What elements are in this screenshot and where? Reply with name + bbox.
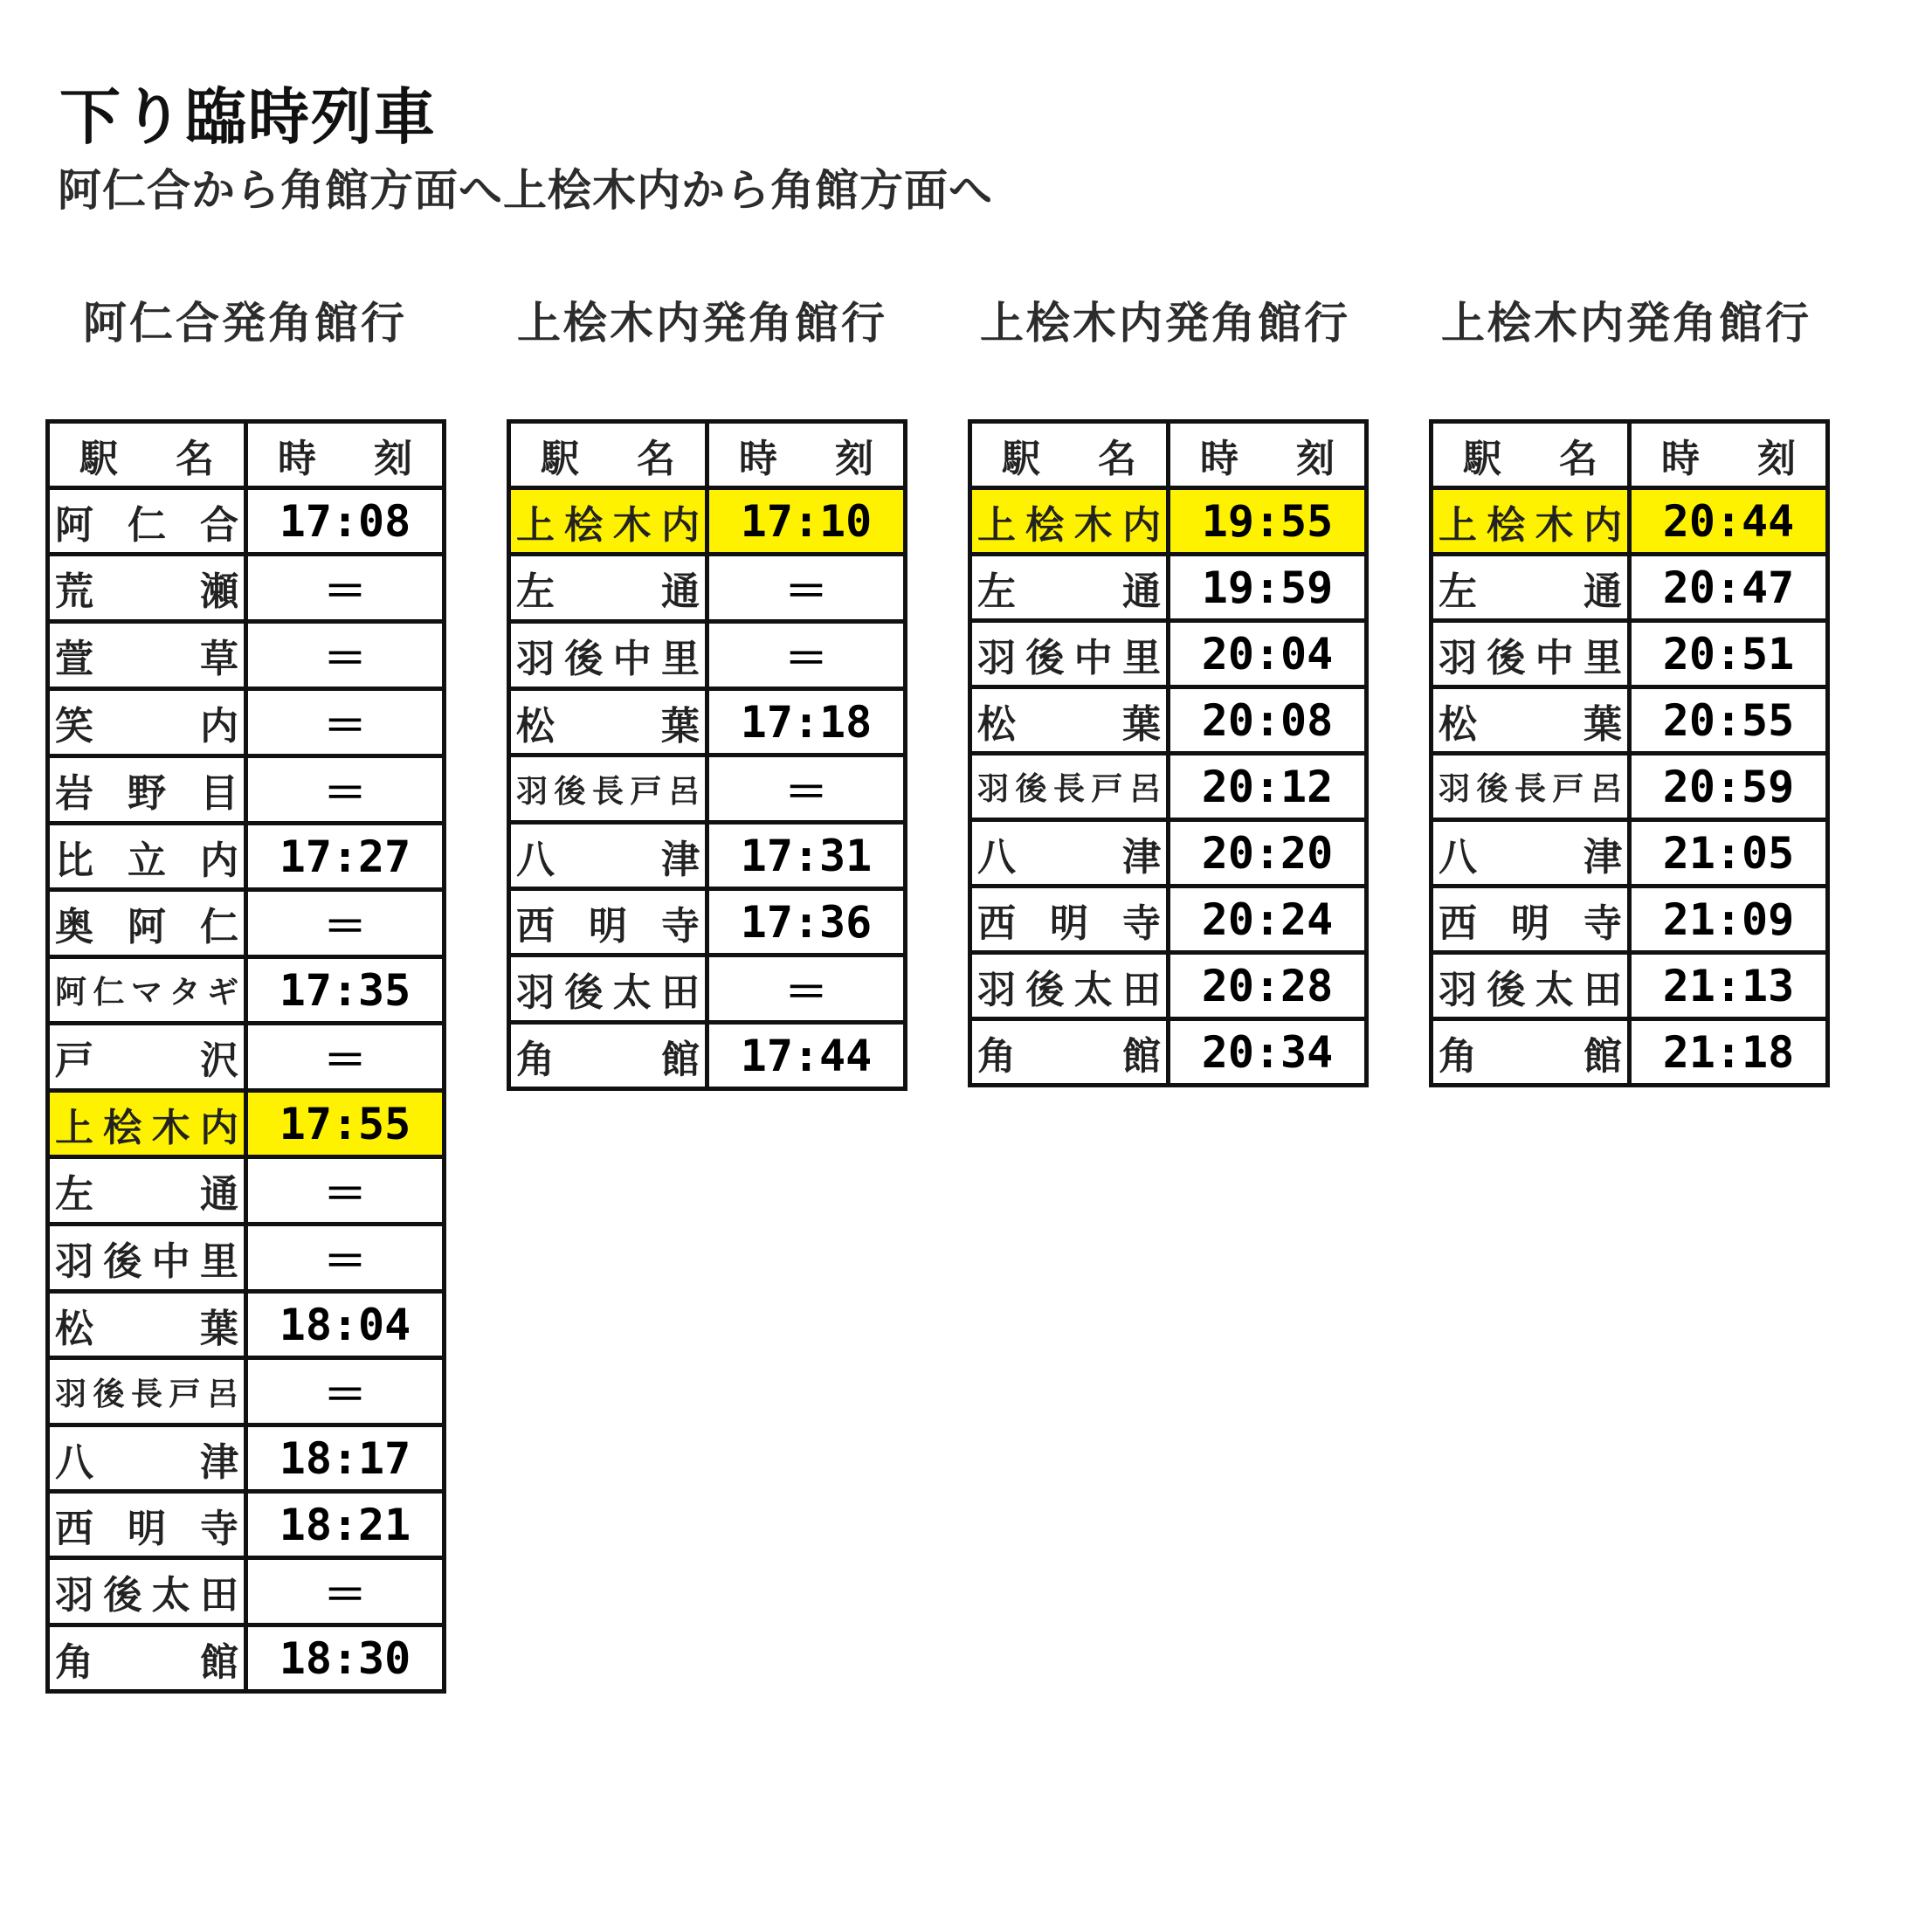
departure-time: ＝ (246, 555, 445, 622)
column-header-time: 時 刻 (1169, 422, 1367, 488)
station-name: 西明寺 (509, 889, 707, 956)
departure-time: ＝ (246, 1024, 445, 1091)
departure-time: ＝ (246, 1225, 445, 1292)
table-row (48, 1492, 445, 1558)
departure-time: 20:04 (1169, 621, 1367, 687)
station-name: 上桧木内 (509, 488, 707, 555)
page-subtitle: 阿仁合から角館方面へ上桧木内から角館方面へ (58, 165, 993, 216)
table-row (970, 887, 1367, 953)
table-row (970, 1019, 1367, 1086)
table-row-highlighted (509, 488, 906, 555)
station-name: 笑内 (48, 689, 246, 756)
station-name: 松葉 (970, 687, 1169, 754)
departure-time: 20:12 (1169, 754, 1367, 820)
timetable-header-row (48, 422, 445, 488)
timetable (1429, 419, 1830, 1087)
departure-time: 20:20 (1169, 820, 1367, 887)
column-header-station: 駅 名 (1432, 422, 1630, 488)
station-name: 左通 (970, 555, 1169, 621)
table-row (48, 1292, 445, 1358)
timetable-header-row (970, 422, 1367, 488)
station-name: 八津 (1432, 820, 1630, 887)
departure-time: 18:17 (246, 1425, 445, 1492)
station-name: 羽後中里 (970, 621, 1169, 687)
departure-time: 19:55 (1169, 488, 1367, 555)
station-name: 上桧木内 (1432, 488, 1630, 555)
table-row (1432, 687, 1828, 754)
timetable (968, 419, 1369, 1087)
departure-time: 17:55 (246, 1091, 445, 1157)
table-row (970, 820, 1367, 887)
departure-time: 21:09 (1630, 887, 1828, 953)
station-name: 戸沢 (48, 1024, 246, 1091)
departure-time: ＝ (246, 756, 445, 824)
station-name: 羽後太田 (1432, 953, 1630, 1019)
station-name: 羽後長戸呂 (509, 756, 707, 823)
station-name: 八津 (48, 1425, 246, 1492)
table-row (48, 689, 445, 756)
table-row (48, 1425, 445, 1492)
table-row (1432, 555, 1828, 621)
departure-time: 17:08 (246, 488, 445, 555)
station-name: 上桧木内 (970, 488, 1169, 555)
departure-time: 20:47 (1630, 555, 1828, 621)
departure-time: 17:44 (707, 1023, 906, 1089)
station-name: 左通 (48, 1157, 246, 1225)
column-header-station: 駅 名 (970, 422, 1169, 488)
departure-time: ＝ (246, 622, 445, 689)
station-name: 羽後太田 (48, 1558, 246, 1625)
table-row (970, 953, 1367, 1019)
table-row (48, 622, 445, 689)
table-row (48, 1358, 445, 1425)
timetable-heading: 上桧木内発角館行 (517, 298, 887, 348)
column-header-time: 時 刻 (246, 422, 445, 488)
table-row (48, 1625, 445, 1692)
station-name: 西明寺 (1432, 887, 1630, 953)
table-row (48, 756, 445, 824)
departure-time: ＝ (246, 689, 445, 756)
column-header-time: 時 刻 (707, 422, 906, 488)
departure-time: 20:24 (1169, 887, 1367, 953)
departure-time: 17:31 (707, 823, 906, 889)
departure-time: 20:28 (1169, 953, 1367, 1019)
departure-time: 20:55 (1630, 687, 1828, 754)
station-name: 羽後中里 (48, 1225, 246, 1292)
column-header-station: 駅 名 (48, 422, 246, 488)
table-row (509, 689, 906, 756)
departure-time: ＝ (246, 1558, 445, 1625)
departure-time: 17:35 (246, 957, 445, 1024)
timetable-heading: 上桧木内発角館行 (980, 298, 1350, 348)
table-row-highlighted (48, 1091, 445, 1157)
departure-time: 19:59 (1169, 555, 1367, 621)
departure-time: 21:18 (1630, 1019, 1828, 1086)
departure-time: 18:21 (246, 1492, 445, 1558)
departure-time: 17:27 (246, 824, 445, 890)
table-row (509, 1023, 906, 1089)
table-row (509, 622, 906, 689)
station-name: 羽後中里 (509, 622, 707, 689)
timetable-heading: 上桧木内発角館行 (1441, 298, 1811, 348)
table-row-highlighted (970, 488, 1367, 555)
station-name: 角館 (970, 1019, 1169, 1086)
table-row-highlighted (1432, 488, 1828, 555)
station-name: 奥阿仁 (48, 890, 246, 957)
station-name: 羽後長戸呂 (48, 1358, 246, 1425)
column-header-station: 駅 名 (509, 422, 707, 488)
table-row (509, 555, 906, 622)
table-row (48, 1225, 445, 1292)
departure-time: 21:05 (1630, 820, 1828, 887)
timetable-header-row (509, 422, 906, 488)
timetable-header-row (1432, 422, 1828, 488)
timetable (507, 419, 907, 1091)
departure-time: 20:51 (1630, 621, 1828, 687)
departure-time: 20:59 (1630, 754, 1828, 820)
station-name: 羽後中里 (1432, 621, 1630, 687)
departure-time: 17:10 (707, 488, 906, 555)
departure-time: ＝ (246, 1358, 445, 1425)
table-row (48, 1024, 445, 1091)
timetable-heading: 阿仁合発角館行 (83, 298, 407, 348)
station-name: 角館 (48, 1625, 246, 1692)
departure-time: 17:18 (707, 689, 906, 756)
table-row (970, 555, 1367, 621)
station-name: 比立内 (48, 824, 246, 890)
table-row (970, 621, 1367, 687)
station-name: 西明寺 (48, 1492, 246, 1558)
table-row (48, 1558, 445, 1625)
station-name: 左通 (1432, 555, 1630, 621)
departure-time: ＝ (707, 555, 906, 622)
station-name: 上桧木内 (48, 1091, 246, 1157)
station-name: 松葉 (509, 689, 707, 756)
table-row (970, 687, 1367, 754)
station-name: 阿仁マタギ (48, 957, 246, 1024)
table-row (1432, 887, 1828, 953)
table-row (509, 756, 906, 823)
table-row (970, 754, 1367, 820)
station-name: 角館 (1432, 1019, 1630, 1086)
station-name: 羽後太田 (970, 953, 1169, 1019)
station-name: 羽後長戸呂 (970, 754, 1169, 820)
station-name: 八津 (970, 820, 1169, 887)
table-row (1432, 1019, 1828, 1086)
departure-time: ＝ (246, 1157, 445, 1225)
station-name: 羽後太田 (509, 956, 707, 1023)
station-name: 角館 (509, 1023, 707, 1089)
table-row (48, 1157, 445, 1225)
table-row (48, 824, 445, 890)
station-name: 松葉 (48, 1292, 246, 1358)
departure-time: ＝ (707, 956, 906, 1023)
departure-time: 18:30 (246, 1625, 445, 1692)
departure-time: ＝ (246, 890, 445, 957)
station-name: 萱草 (48, 622, 246, 689)
station-name: 荒瀬 (48, 555, 246, 622)
table-row (1432, 754, 1828, 820)
table-row (48, 488, 445, 555)
station-name: 阿仁合 (48, 488, 246, 555)
departure-time: 21:13 (1630, 953, 1828, 1019)
station-name: 西明寺 (970, 887, 1169, 953)
station-name: 左通 (509, 555, 707, 622)
departure-time: 17:36 (707, 889, 906, 956)
column-header-time: 時 刻 (1630, 422, 1828, 488)
departure-time: ＝ (707, 756, 906, 823)
table-row (48, 555, 445, 622)
departure-time: 20:44 (1630, 488, 1828, 555)
table-row (1432, 820, 1828, 887)
departure-time: ＝ (707, 622, 906, 689)
departure-time: 20:08 (1169, 687, 1367, 754)
table-row (1432, 621, 1828, 687)
table-row (48, 957, 445, 1024)
station-name: 松葉 (1432, 687, 1630, 754)
table-row (509, 889, 906, 956)
station-name: 岩野目 (48, 756, 246, 824)
table-row (1432, 953, 1828, 1019)
table-row (48, 890, 445, 957)
table-row (509, 823, 906, 889)
departure-time: 18:04 (246, 1292, 445, 1358)
station-name: 八津 (509, 823, 707, 889)
page-title: 下り臨時列車 (59, 81, 437, 153)
station-name: 羽後長戸呂 (1432, 754, 1630, 820)
timetable (45, 419, 446, 1694)
departure-time: 20:34 (1169, 1019, 1367, 1086)
table-row (509, 956, 906, 1023)
